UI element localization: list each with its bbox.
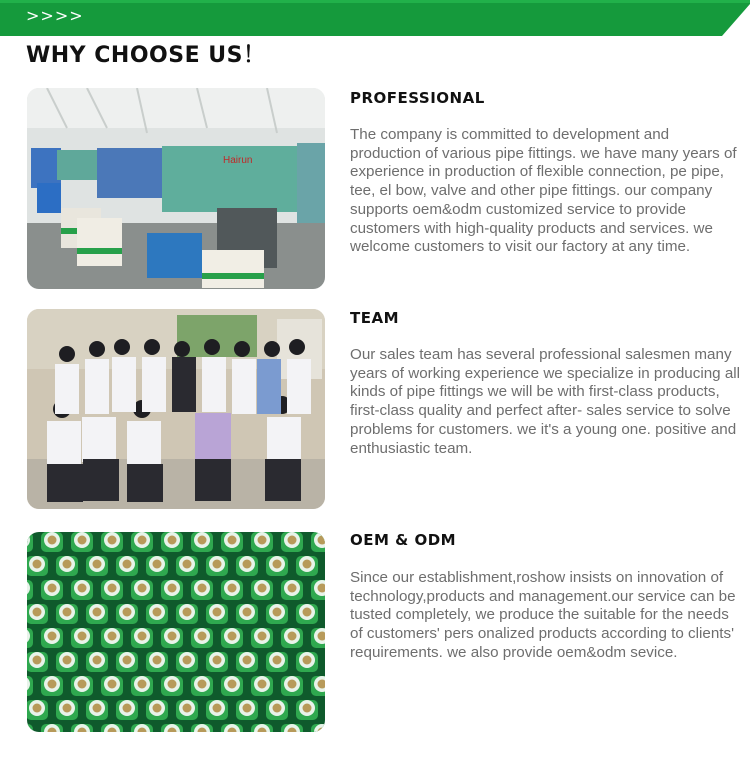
team-photo: [27, 309, 325, 509]
banner-shape: [0, 0, 750, 36]
page-title: WHY CHOOSE US！: [26, 43, 266, 68]
section-body-professional: The company is committed to development and production of various pipe fittings. we have many years of experience in production of flexible connection, pe pipe, tee, el bow, valve and other pipe fittings. our company supports oem&odm customized service to provide customers with high-quality products and services. we welcome customers to visit our factory at any time.: [350, 126, 737, 256]
factory-photo: [27, 88, 325, 289]
section-body-oem-odm: Since our establishment,roshow insists on innovation of technology,products and management.our service can be tusted completely, we produce the suitable for the needs of customers' pers onalized products according to clients' requirements. we also provide oem&odm sevice.: [350, 569, 736, 661]
section-body-team: Our sales team has several professional salesmen many years of working experience we specialize in producing all kinds of pipe fittings we will be with first-class products, first-class quality and perfect after- sales service to solve problems for customers. we it's a young one. positive and enthusiastic team.: [350, 346, 741, 457]
section-title-professional: PROFESSIONAL: [350, 89, 485, 107]
section-title-oem-odm: OEM & ODM: [350, 531, 457, 549]
machine-brand-label: Hairun: [223, 155, 253, 166]
pipe-fittings-photo: [27, 532, 325, 732]
section-title-team: TEAM: [350, 309, 400, 327]
banner-arrows: >>>>: [26, 6, 84, 25]
header-banner: [0, 0, 750, 36]
